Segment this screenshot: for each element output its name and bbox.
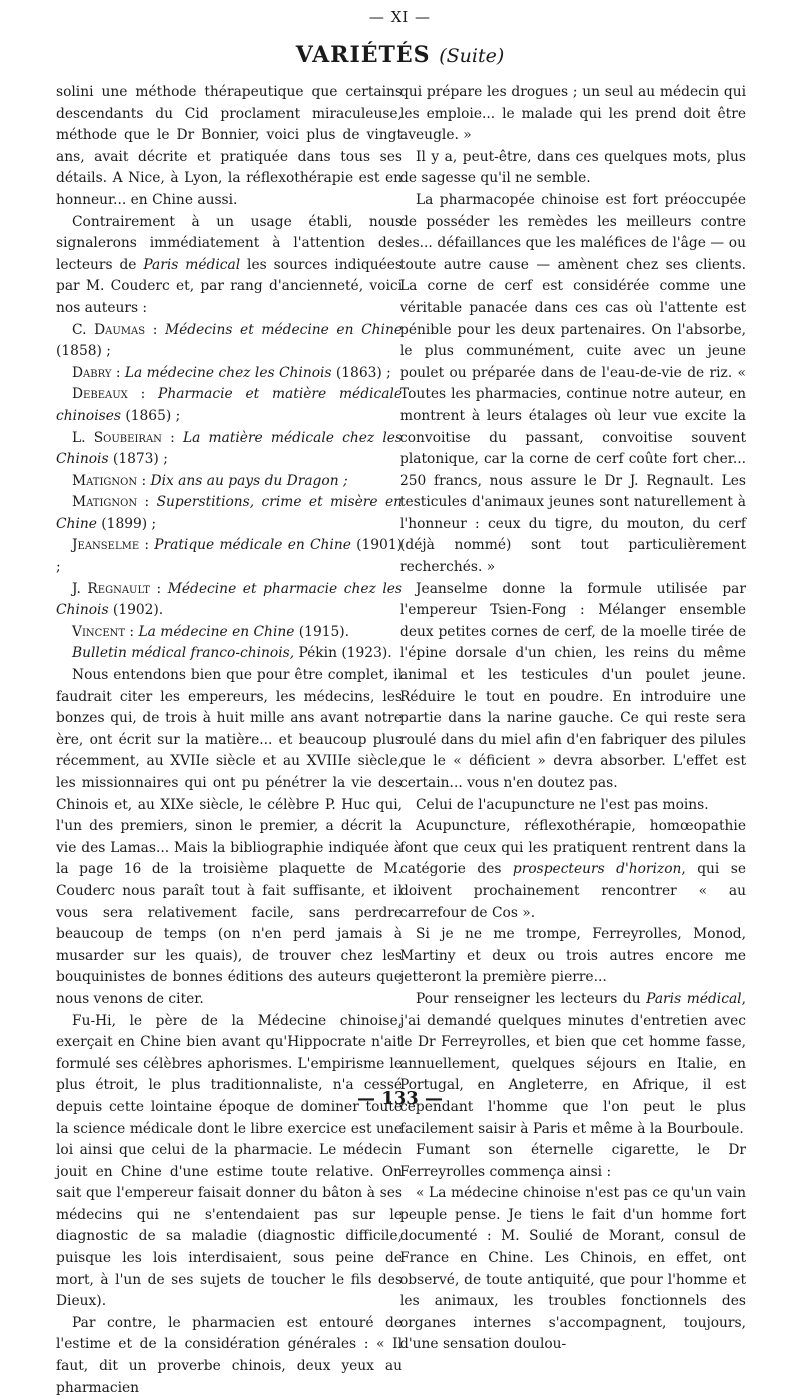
right-paragraph-2: Il y a, peut-être, dans ces quelques mots, plus de sagesse qu'il ne semble.	[400, 148, 746, 187]
right-paragraph-9: Fumant son éternelle cigarette, le Dr Ferreyrolles commença ainsi :	[400, 1142, 746, 1180]
ref-author: Jeanselme	[72, 537, 140, 554]
right-paragraph-4: Jeanselme donne la formule utilisée par l'empereur Tsien-Fong : Mélanger ensemble deux petites cornes de cerf, de la moelle tirée de l'épine dorsale d'un chien, les reins du même animal et les testicules d'un poulet jeune. Réduire le tout en poudre. En introduire une partie dans la narine gauche. Ce qui reste sera roulé dans du miel afin d'en fabriquer des pilules que le « déficient » devra absorber. L'effet est certain... vous n'en doutez pas.	[400, 580, 746, 791]
title-main: VARIÉTÉS	[295, 42, 431, 68]
ref-work: Bulletin médical franco-chinois,	[72, 645, 295, 662]
bibliography-item: C. Daumas : Médecins et médecine en Chine (1858) ;	[56, 321, 403, 360]
ref-author: Matignon	[72, 494, 138, 511]
text-span: , qui se doivent prochainement rencontrer « au carrefour de Cos ».	[400, 861, 746, 921]
folio-page-number: — 133 —	[356, 1088, 444, 1109]
text-span: , j'ai demandé quelques minutes d'entretien avec le Dr Ferreyrolles, et bien que cet homme fasse, annuellement, quelques séjours en Italie, en Portugal, en Angleterre, en Afrique, il est cependant l'homme que l'on peut le plus facilement saisir à Paris et même à la Bourboule.	[400, 990, 746, 1137]
ref-author: Vincent	[72, 623, 126, 640]
right-paragraph-6	[400, 816, 746, 924]
page-title	[0, 42, 800, 68]
ref-author: L. Soubeiran	[72, 429, 162, 446]
ref-work: La matière médicale chez les Chinois	[56, 429, 402, 468]
left-paragraph-4: Fu-Hi, le père de la Médecine chinoise, exerçait en Chine bien avant qu'Hippocrate n'ait formulé ses célèbres aphorismes. L'empirisme le plus étroit, le plus traditionnaliste, n'a cessé depuis cette lointaine époque de dominer toute la science médicale dont le libre exercice est une loi ainsi que celui de la pharmacie. Le médecin jouit en Chine d'une estime toute relative. On sait que l'empereur faisait donner du bâton à ses médecins qui ne s'entendaient pas sur le diagnostic de sa maladie (diagnostic difficile, puisque les lois interdisaient, sous peine de mort, à l'un de ses sujets de toucher le fils des Dieux).	[56, 1012, 402, 1310]
ref-work: Pharmacie et matière médicale chinoises	[56, 386, 402, 424]
bibliography-item: Jeanselme : Pratique médicale en Chine (1901) ;	[56, 537, 403, 576]
ref-tail: (1858) ;	[56, 343, 111, 360]
ref-tail: (1863) ;	[331, 364, 391, 381]
ref-work: Médecine et pharmacie chez les Chinois	[56, 580, 403, 619]
ref-tail: (1902).	[108, 602, 164, 619]
left-paragraph-3: Nous entendons bien que pour être complet, il faudrait citer les empereurs, les médecins, les bonzes qui, de trois à huit mille ans avant notre ère, ont écrit sur la matière... et beaucoup plus récemment, au XVIIe siècle et au XVIIIe siècle, les missionnaires qui ont pu pénétrer la vie des Chinois et, au XIXe siècle, le célèbre P. Huc qui, l'un des premiers, sinon le premier, a décrit la vie des Lamas... Mais la bibliographie indiquée à la page 16 de la troisième plaquette de M. Couderc nous paraît tout à fait suffisante, et il vous sera relativement facile, sans perdre beaucoup de temps (on n'en perd jamais à musarder sur les quais), de trouver chez les bouquinistes de bonnes éditions des auteurs que nous venons de citer.	[56, 667, 402, 1007]
bibliography-item: L. Soubeiran : La matière médicale chez les Chinois (1873) ;	[56, 429, 402, 468]
text-span: les sources indiquées par M. Couderc et, par rang d'ancienneté, voici nos auteurs :	[56, 256, 402, 316]
ref-tail: (1915).	[294, 623, 350, 640]
bibliography-item: J. Regnault : Médecine et pharmacie chez les Chinois (1902).	[56, 580, 403, 619]
text-span: Pour renseigner les lecteurs du	[416, 990, 647, 1007]
bibliography-item: Matignon : Dix ans au pays du Dragon ;	[72, 472, 348, 489]
right-paragraph-8	[400, 989, 746, 1140]
left-column	[56, 82, 402, 1399]
ref-work: Dix ans au pays du Dragon ;	[150, 472, 348, 489]
roman-page-number: — XI —	[368, 8, 432, 26]
ref-tail: Pékin (1923).	[294, 645, 392, 662]
ref-work: Pratique médicale en Chine	[154, 537, 351, 554]
title-suite: (Suite)	[439, 45, 505, 67]
right-paragraph-10: « La médecine chinoise n'est pas ce qu'un vain peuple pense. Je tiens le fait d'un homme fort documenté : M. Soulié de Morant, consul de France en Chine. Les Chinois, en effet, ont observé, de toute antiquité, que pour l'homme et les animaux, les troubles fonctionnels des organes internes s'accompagnent, toujours, d'une sensation doulou-	[400, 1185, 746, 1353]
ref-tail: (1873) ;	[108, 451, 168, 468]
ref-work: La médecine chez les Chinois	[124, 364, 332, 381]
ref-tail: (1901) ;	[56, 537, 403, 576]
ref-tail: (1865) ;	[120, 407, 181, 424]
ref-author: Debeaux	[72, 386, 128, 403]
ref-work: Superstitions, crime et misère en Chine	[56, 494, 402, 532]
right-paragraph-7: Si je ne me trompe, Ferreyrolles, Monod, Martiny et deux ou trois autres encore me jetteront la première pierre...	[400, 926, 746, 986]
left-paragraph-5: Par contre, le pharmacien est entouré de l'estime et de la considération générales : « Il faut, dit un proverbe chinois, deux yeux au pharmacien	[56, 1314, 402, 1396]
bibliography-item: Matignon : Superstitions, crime et misère en Chine (1899) ;	[56, 494, 402, 532]
ref-work: Médecins et médecine en Chine	[165, 321, 403, 338]
left-paragraph-2	[56, 212, 402, 320]
right-paragraph-3: La pharmacopée chinoise est fort préoccupée de posséder les remèdes les meilleurs contre les... défaillances que les maléfices de l'âge — ou toute autre cause — amènent chez ses clients. La corne de cerf est considérée comme une véritable panacée dans ces cas où l'attente est pénible pour les deux partenaires. On l'absorbe, le plus communément, cuite avec un jeune poulet ou préparée dans de l'eau-de-vie de riz. « Toutes les pharmacies, continue notre auteur, en montrent à leurs étalages où leur vue excite la convoitise du passant, convoitise souvent platonique, car la corne de cerf coûte fort cher... 250 francs, nous assure le Dr J. Regnault. Les testicules d'animaux jeunes sont naturellement à l'honneur : ceux du tigre, du mouton, du cerf (déjà nommé) sont tout particulièrement recherchés. »	[400, 191, 746, 576]
ref-work: La médecine en Chine	[138, 623, 295, 640]
ref-author: J. Regnault	[72, 580, 150, 597]
journal-name: Paris médical	[646, 990, 742, 1007]
text-span: Contrairement à un usage établi, nous signalerons immédiatement à l'attention des lecteurs de	[56, 213, 402, 273]
left-paragraph-1: solini une méthode thérapeutique que certains descendants du Cid proclament miraculeuse, méthode que le Dr Bonnier, voici plus de vingt ans, avait décrite et pratiquée dans tous ses détails. A Nice, à Lyon, la réflexothérapie est en honneur... en Chine aussi.	[56, 84, 402, 208]
right-column	[400, 82, 746, 1356]
bibliography-item: Vincent : La médecine en Chine (1915).	[72, 623, 350, 640]
right-paragraph-1: qui prépare les drogues ; un seul au médecin qui les emploie... le malade qui les prend doit être aveugle. »	[400, 84, 746, 144]
ref-author: C. Daumas	[72, 321, 146, 338]
ref-author: Dabry	[72, 364, 112, 381]
italic-phrase: prospecteurs d'horizon	[512, 861, 682, 878]
right-paragraph-5: Celui de l'acupuncture ne l'est pas moins.	[416, 796, 709, 813]
bibliography-list	[56, 320, 402, 644]
text-span: Acupuncture, réflexothérapie, homœopathie font que ceux qui les pratiquent rentrent dans la catégorie des	[400, 818, 746, 878]
bulletin-ref	[56, 643, 402, 665]
bibliography-item: Dabry : La médecine chez les Chinois (1863) ;	[72, 364, 391, 381]
journal-name: Paris médical	[143, 256, 241, 273]
bibliography-item: Debeaux : Pharmacie et matière médicale chinoises (1865) ;	[56, 386, 402, 424]
ref-author: Matignon	[72, 472, 138, 489]
ref-tail: (1899) ;	[96, 515, 157, 532]
